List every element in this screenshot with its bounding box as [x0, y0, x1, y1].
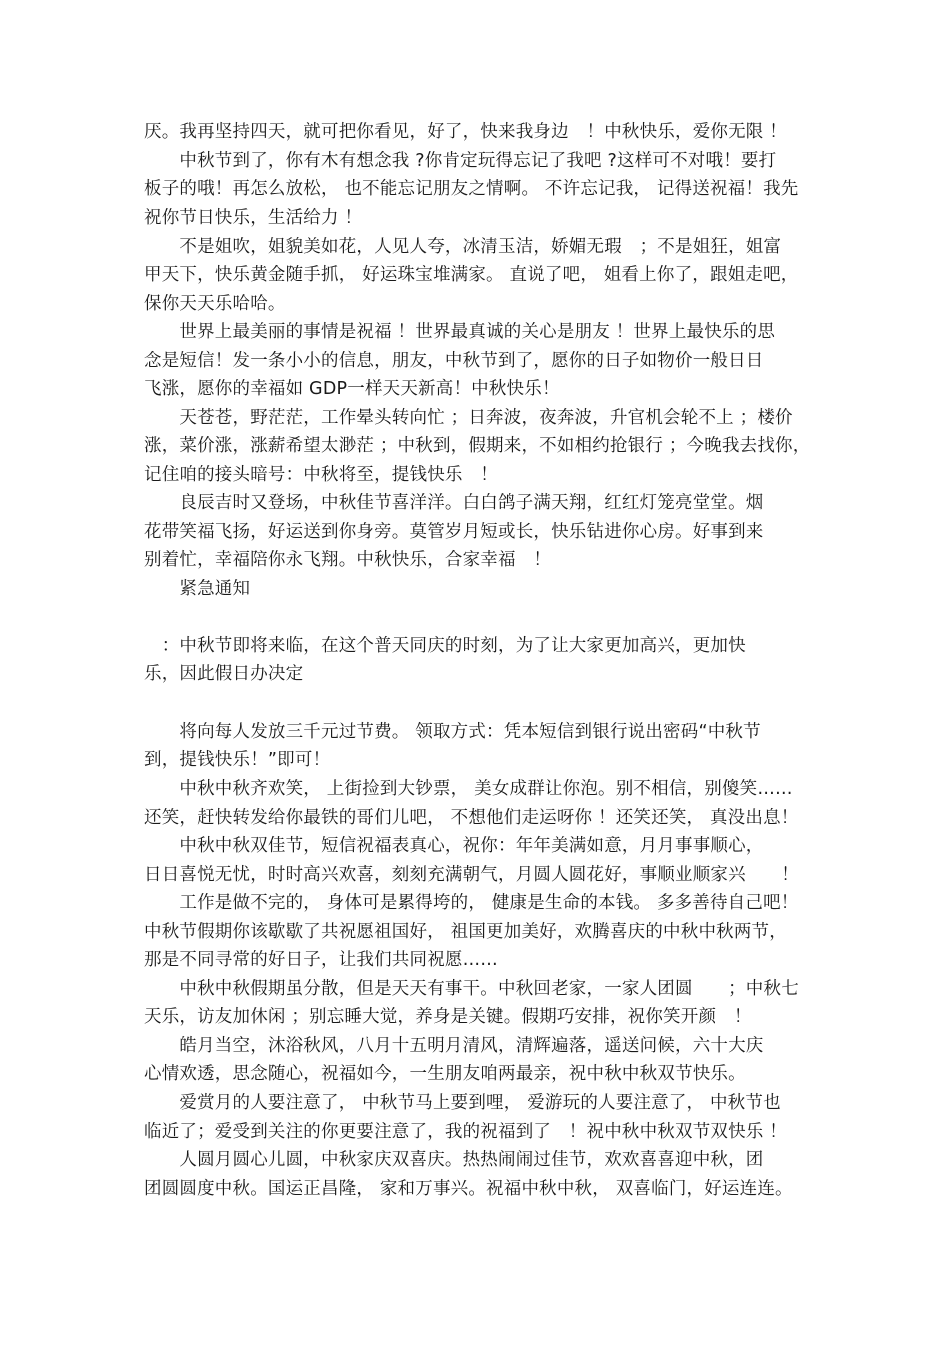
text-line: 中秋中秋齐欢笑， 上街捡到大钞票， 美女成群让你泡。别不相信，别傻笑…… — [144, 779, 793, 799]
text-line: 念是短信！发一条小小的信息，朋友，中秋节到了，愿你的日子如物价一般日日 — [144, 351, 764, 371]
text-line: 良辰吉时又登场，中秋佳节喜洋洋。白白鸽子满天翔，红红灯笼亮堂堂。烟 — [144, 493, 764, 513]
text-line: 祝你节日快乐，生活给力 ！ — [144, 208, 363, 228]
text-line: 临近了；爱受到关注的你更要注意了，我的祝福到了 ！祝中秋中秋双节双快乐 ！ — [144, 1122, 787, 1142]
text-line: 保你天天乐哈哈。 — [144, 294, 286, 314]
text-line: 记住咱的接头暗号：中秋将至，提钱快乐 ！ — [144, 465, 498, 485]
text-line: 工作是做不完的， 身体可是累得垮的， 健康是生命的本钱。 多多善待自己吧！ — [144, 893, 799, 913]
text-line: 那是不同寻常的好日子，让我们共同祝愿…… — [144, 950, 498, 970]
text-line: 不是姐吹，姐貌美如花，人见人夸，冰清玉洁，娇媚无瑕 ；不是姐狂，姐富 — [144, 237, 782, 257]
text-line: 甲天下，快乐黄金随手抓， 好运珠宝堆满家。 直说了吧， 姐看上你了，跟姐走吧， — [144, 265, 799, 285]
text-line: 团圆圆度中秋。国运正昌隆， 家和万事兴。祝福中秋中秋， 双喜临门，好运连连。 — [144, 1179, 793, 1199]
text-line: 中秋中秋双佳节，短信祝福表真心，祝你：年年美满如意，月月事事顺心， — [144, 836, 764, 856]
text-line: 到，提钱快乐！”即可！ — [144, 750, 331, 770]
text-line: 中秋中秋假期虽分散，但是天天有事干。中秋回老家，一家人团圆 ；中秋七 — [144, 979, 799, 999]
text-line: 天苍苍，野茫茫，工作晕头转向忙 ；日奔波，夜奔波，升官机会轮不上 ；楼价 — [144, 408, 793, 428]
text-line: 花带笑福飞扬，好运送到你身旁。莫管岁月短或长，快乐钻进你心房。好事到来 — [144, 522, 764, 542]
text-line: 天乐，访友加休闲 ；别忘睡大觉，养身是关键。假期巧安排，祝你笑开颜 ！ — [144, 1007, 752, 1027]
text-line: 日日喜悦无忧，时时高兴欢喜，刻刻充满朝气，月圆人圆花好，事顺业顺家兴 ！ — [144, 865, 799, 885]
text-line: 涨，菜价涨，涨薪希望太渺茫 ；中秋到，假期来，不如相约抢银行 ；今晚我去找你， — [144, 436, 811, 456]
text-line: 别着忙，幸福陪你永飞翔。中秋快乐，合家幸福 ！ — [144, 550, 552, 570]
text-line: 中秋节假期你该歇歇了共祝愿祖国好， 祖国更加美好，欢腾喜庆的中秋中秋两节， — [144, 922, 787, 942]
text-line: 将向每人发放三千元过节费。 领取方式：凭本短信到银行说出密码“中秋节 — [144, 722, 761, 742]
text-line: 皓月当空，沐浴秋风，八月十五明月清风，清辉遍落，遥送问候，六十大庆 — [144, 1036, 764, 1056]
text-line: 心情欢透，思念随心，祝福如今，一生朋友咱两最亲，祝中秋中秋双节快乐。 — [144, 1064, 746, 1084]
text-line: 还笑，赶快转发给你最铁的哥们儿吧， 不想他们走运呀你 ！还笑还笑， 真没出息！ — [144, 808, 799, 828]
text-line: 紧急通知 — [144, 579, 251, 599]
text-line: 中秋节到了，你有木有想念我 ?你肯定玩得忘记了我吧 ?这样可不对哦！要打 — [144, 151, 777, 171]
text-line: 板子的哦！再怎么放松， 也不能忘记朋友之情啊。 不许忘记我， 记得送祝福！我先 — [144, 179, 799, 199]
text-line: 飞涨，愿你的幸福如 GDP一样天天新高！中秋快乐！ — [144, 379, 560, 399]
text-line: 世界上最美丽的事情是祝福 ！世界最真诚的关心是朋友 ！世界上最快乐的思 — [144, 322, 776, 342]
text-line: 人圆月圆心儿圆，中秋家庆双喜庆。热热闹闹过佳节，欢欢喜喜迎中秋，团 — [144, 1150, 764, 1170]
text-line: 爱赏月的人要注意了， 中秋节马上要到哩， 爱游玩的人要注意了， 中秋节也 — [144, 1093, 781, 1113]
text-line: 乐，因此假日办决定 — [144, 664, 304, 684]
text-line: ：中秋节即将来临，在这个普天同庆的时刻，为了让大家更加高兴，更加快 — [144, 636, 746, 656]
text-line: 厌。我再坚持四天，就可把你看见，好了，快来我身边 ！中秋快乐，爱你无限 ！ — [144, 122, 787, 142]
